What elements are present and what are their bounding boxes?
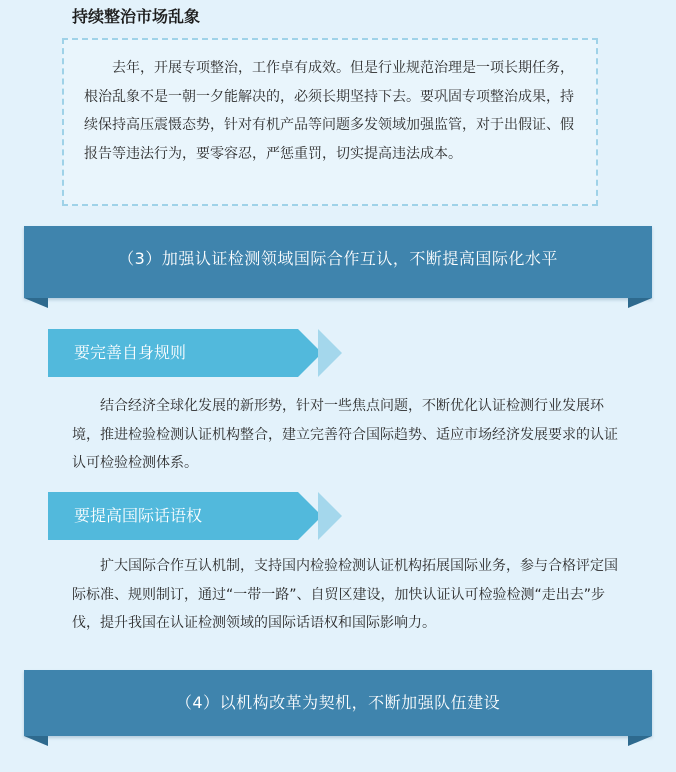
paragraph-voice: 扩大国际合作互认机制，支持国内检验检测认证机构拓展国际业务，参与合格评定国际标准、规则制订，通过“一带一路”、自贸区建设，加快认证认可检验检测“走出去”步伐，提升我国在认证检测领域的国际话语权和国际影响力。: [72, 558, 618, 631]
highlight-box: [62, 38, 598, 206]
section-banner-4: [24, 670, 652, 736]
chevron-right-icon: [318, 492, 342, 540]
paragraph-voice-block: [72, 552, 620, 638]
box-paragraph: 去年，开展专项整治，工作卓有成效。但是行业规范治理是一项长期任务，根治乱象不是一朝一夕能解决的，必须长期坚持下去。要巩固专项整治成果，持续保持高压震慑态势，针对有机产品等问题多发领域加强监管，对于出假证、假报告等违法行为，要零容忍，严惩重罚，切实提高违法成本。: [84, 60, 574, 162]
banner-title-3: （3）加强认证检测领域国际合作互认，不断提高国际化水平: [118, 249, 558, 268]
banner-fold-left: [24, 298, 48, 308]
banner-fold-left: [24, 736, 48, 746]
paragraph-rules-block: [72, 392, 620, 478]
section-heading: 持续整治市场乱象: [72, 7, 201, 26]
arrow-tag-voice: [48, 492, 338, 540]
banner-fold-right: [628, 736, 652, 746]
arrow-tag-rules: [48, 329, 338, 377]
paragraph-rules: 结合经济全球化发展的新形势，针对一些焦点问题，不断优化认证检测行业发展环境，推进检验检测认证机构整合，建立完善符合国际趋势、适应市场经济发展要求的认证认可检验检测体系。: [72, 398, 618, 471]
banner-fold-right: [628, 298, 652, 308]
tag-label-voice: 要提高国际话语权: [74, 506, 203, 525]
banner-title-4: （4）以机构改革为契机，不断加强队伍建设: [175, 693, 501, 712]
section-banner-3: [24, 226, 652, 298]
tag-label-rules: 要完善自身规则: [74, 343, 187, 362]
chevron-right-icon: [318, 329, 342, 377]
